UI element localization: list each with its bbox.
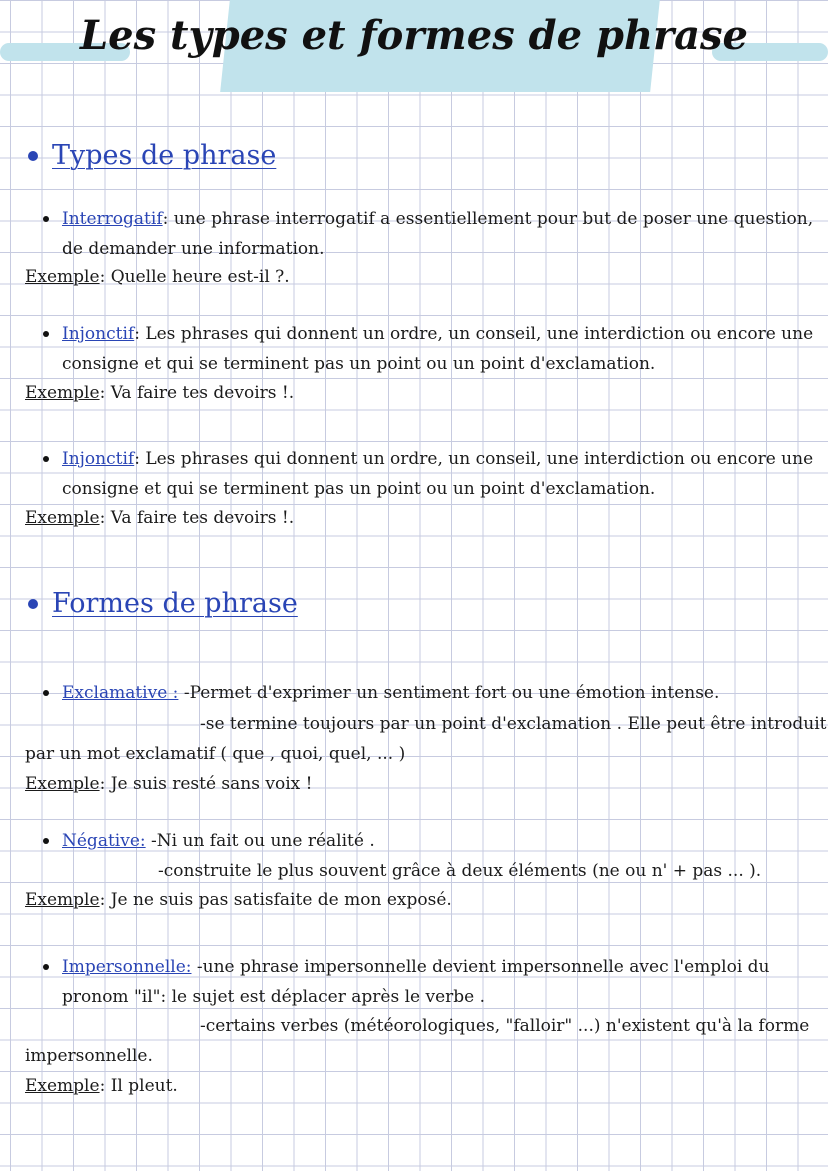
example-injonctif2: Exemple: Va faire tes devoirs !. xyxy=(25,508,295,528)
item-negative-line1: Négative: -Ni un fait ou une réalité . xyxy=(62,831,375,851)
item-impersonnelle-line2: pronom "il": le sujet est déplacer après le verbe . xyxy=(62,987,486,1007)
bullet-icon xyxy=(28,599,38,609)
bullet-icon xyxy=(43,964,49,970)
bullet-icon xyxy=(43,838,49,844)
bullet-icon xyxy=(43,216,49,222)
bullet-icon xyxy=(28,151,38,161)
item-negative-line2: -construite le plus souvent grâce à deux éléments (ne ou n' + pas ... ). xyxy=(158,861,762,881)
item-exclamative-line3: par un mot exclamatif ( que , quoi, quel, ... ) xyxy=(25,744,406,764)
item-injonctif2-line2: consigne et qui se terminent pas un point ou un point d'exclamation. xyxy=(62,479,656,499)
item-injonctif-line1: Injonctif: Les phrases qui donnent un ordre, un conseil, une interdiction ou encore une xyxy=(62,324,814,344)
section-heading-types: Types de phrase xyxy=(28,140,276,171)
item-exclamative-line2: -se termine toujours par un point d'exclamation . Elle peut être introduit xyxy=(200,714,827,734)
example-negative: Exemple: Je ne suis pas satisfaite de mon exposé. xyxy=(25,890,452,910)
item-exclamative-line1: Exclamative : -Permet d'exprimer un sentiment fort ou une émotion intense. xyxy=(62,683,720,703)
bullet-icon xyxy=(43,690,49,696)
bullet-icon xyxy=(43,456,49,462)
item-impersonnelle-line1: Impersonnelle: -une phrase impersonnelle devient impersonnelle avec l'emploi du xyxy=(62,957,770,977)
example-injonctif: Exemple: Va faire tes devoirs !. xyxy=(25,383,295,403)
item-interrogatif-line2: de demander une information. xyxy=(62,239,325,259)
example-exclamative: Exemple: Je suis resté sans voix ! xyxy=(25,774,313,794)
example-impersonnelle: Exemple: Il pleut. xyxy=(25,1076,178,1096)
item-interrogatif-line1: Interrogatif: une phrase interrogatif a essentiellement pour but de poser une question, xyxy=(62,209,814,229)
item-injonctif-line2: consigne et qui se terminent pas un point ou un point d'exclamation. xyxy=(62,354,656,374)
item-impersonnelle-line4: impersonnelle. xyxy=(25,1046,153,1066)
page-title: Les types et formes de phrase xyxy=(80,12,748,59)
item-injonctif2-line1: Injonctif: Les phrases qui donnent un ordre, un conseil, une interdiction ou encore une xyxy=(62,449,814,469)
section-heading-formes: Formes de phrase xyxy=(28,588,298,619)
example-interrogatif: Exemple: Quelle heure est-il ?. xyxy=(25,267,290,287)
item-impersonnelle-line3: -certains verbes (météorologiques, "falloir" ...) n'existent qu'à la forme xyxy=(200,1016,810,1036)
bullet-icon xyxy=(43,331,49,337)
